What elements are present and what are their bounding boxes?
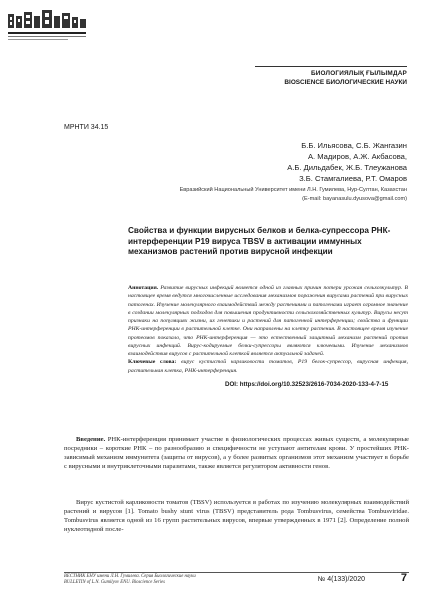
- section-title-kz: БИОЛОГИЯЛЫҚ ҒЫЛЫМДАР: [310, 70, 407, 77]
- footer-journal-en: BULLETIN of L.N. Gumilyov ENU. Bioscience Series: [64, 580, 165, 586]
- page-number: 7: [400, 572, 407, 584]
- intro-text-1: РНК-интерференция принимает участие в физиологических процессах живых существ, а молекулярные посредники – короткие РНК – по разнообразию и специфичности не уступают антителам крови. У простейших РНК-зависимый механизм иммунитета (защиты от вирусов), а у более развитых организмов этот механизм участвует в борьбе с вирусными и внутриклеточными паразитами, также является регулятором активности генов.: [64, 436, 409, 470]
- intro-paragraph-1: [64, 436, 409, 472]
- keywords-text: вирус кустистой карликовости томатов, P19 белок-супрессор, вирусная инфекция, растительная клетка, РНК-интерференция.: [128, 359, 409, 374]
- footer-journal-ru: ВЕСТНИК ЕНУ имени Л.Н. Гумилева. Серия Биологические науки: [64, 574, 196, 579]
- issue-number: № 4(133)/2020: [317, 576, 365, 583]
- university-logo-icon: [8, 10, 86, 50]
- footer-journal: [64, 574, 196, 587]
- section-divider: [255, 66, 407, 67]
- author-line: З.Б. Стамгалиева, Р.Т. Омаров: [299, 174, 407, 183]
- article-title: Свойства и функции вирусных белков и белка-супрессора РНК-интерференции P19 вируса TBSV в активации иммунных механизмов растений против вирусной инфекции: [128, 226, 391, 257]
- author-line: Б.Б. Ильясова, С.Б. Жангазин: [301, 141, 407, 150]
- author-line: А.Б. Дильдабек, Ж.Б. Тлеужанова: [287, 163, 407, 172]
- intro-label: Введение.: [76, 436, 106, 443]
- doi-link[interactable]: DOI: https://doi.org/10.32523/2616-7034-2020-133-4-7-15: [225, 381, 389, 388]
- keywords-label: Ключевые слова:: [128, 359, 177, 366]
- section-title-en: BIOSCIENCE БИОЛОГИЧЕСКИЕ НАУКИ: [284, 79, 407, 86]
- affiliation: Евразийский Национальный Университет имени Л.Н. Гумилева, Нур-Султан, Казахстан: [179, 187, 407, 193]
- email: (E-mail: bayanasulu.dyusova@gmail.com): [302, 196, 407, 202]
- abstract-text: Развитие вирусных инфекций является одной из главных причин потери урожая сельхозкультур. В настоящее время ведутся многочисленные исследования механизмов поражения вирусами растений при вирусных патогенах. Изучение молекулярного взаимодействий между растениями и патогенами играет огромное значение в создании молекулярных подходов для повышения продуктивности сельскохозяйственных культур. Вирусы несут признаки на популяциях жизни, их генетики и растений для патогенной интерференции; свойства и функции РНК-интерференции в растительной клетке. Они направлены на клетку растения. В настоящее время изучение протеомов показало, что РНК-интерференция — это естественный защитный механизм растений против вирусных инфекций. Вирус-кодируемые белки-супрессоры являются ключевыми. Изучение механизмов взаимодействия вирусов с растительной клеткой является актуальной задачей.: [128, 285, 408, 357]
- mrnti-code: МРНТИ 34.15: [64, 124, 109, 131]
- footer-divider: [64, 572, 409, 573]
- intro-paragraph-2: Вирус кустистой карликовости томатов (TBSV) используется в работах по изучению молекулярных взаимодействий растений и вирусов [1]. Tomato bushy stunt virus (TBSV) представитель рода Tombusvirus, семейства Tombusviridae. Tombusvirus является одной из 16 групп растительных вирусов, впервые утвержденных в 1971 [2]. Определение полной нуклеотидной после-: [64, 499, 409, 533]
- abstract-label: Аннотация.: [128, 285, 159, 291]
- abstract: [128, 284, 408, 375]
- author-line: А. Мадиров, А.Ж. Акбасова,: [307, 152, 407, 161]
